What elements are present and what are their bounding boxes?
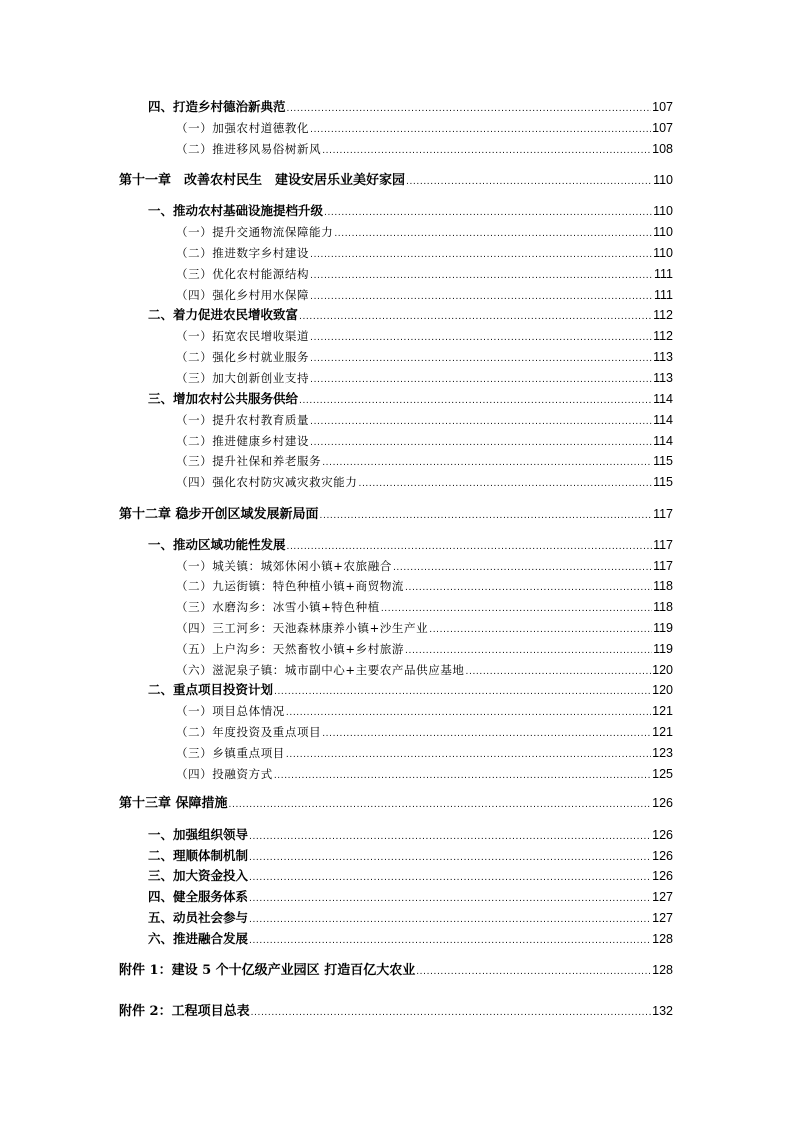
dot-leader: [249, 828, 651, 846]
toc-entry-page: 115: [653, 454, 673, 468]
toc-entry-page: 107: [652, 100, 673, 114]
toc-entry-page: 126: [652, 849, 673, 863]
toc-entry-title: （一）项目总体情况: [176, 704, 285, 718]
dot-leader: [249, 869, 651, 887]
toc-entry-page: 123: [652, 746, 673, 760]
toc-entry-title: （二）推进数字乡村建设: [176, 246, 310, 260]
toc-entry[interactable]: [176, 577, 673, 595]
toc-entry[interactable]: [148, 98, 673, 116]
toc-entry[interactable]: [119, 171, 673, 189]
toc-entry[interactable]: [176, 140, 673, 158]
toc-entry[interactable]: [176, 348, 673, 366]
toc-entry-title: （三）加大创新创业支持: [176, 371, 310, 385]
toc-entry-page: 125: [652, 767, 673, 781]
toc-entry-page: 120: [652, 663, 673, 677]
toc-entry-title: 第十二章 稳步开创区域发展新局面: [119, 507, 319, 522]
toc-entry-page: 115: [653, 475, 673, 489]
toc-entry-title: （一）提升交通物流保障能力: [176, 225, 334, 239]
toc-entry[interactable]: [148, 390, 673, 408]
toc-entry-title: （六）滋泥泉子镇：城市副中心+主要农产品供应基地: [176, 663, 465, 677]
toc-entry-title: （一）提升农村教育质量: [176, 413, 310, 427]
toc-entry-title: （二）年度投资及重点项目: [176, 725, 322, 739]
toc-entry-page: 117: [653, 507, 673, 521]
toc-entry[interactable]: [176, 432, 673, 450]
toc-entry-page: 117: [653, 559, 673, 573]
toc-entry-title: 附件 1：建设 5 个十亿级产业园区 打造百亿大农业: [119, 963, 416, 978]
toc-entry[interactable]: [176, 327, 673, 345]
toc-entry-page: 120: [652, 683, 673, 697]
toc-entry[interactable]: [176, 265, 673, 283]
toc-entry-page: 113: [653, 350, 673, 364]
toc-entry-page: 127: [652, 911, 673, 925]
dot-leader: [310, 371, 652, 389]
toc-entry-title: 第十一章 改善农村民生 建设安居乐业美好家园: [119, 173, 406, 188]
toc-entry[interactable]: [119, 794, 673, 812]
toc-entry[interactable]: [148, 888, 673, 906]
toc-entry[interactable]: [176, 244, 673, 262]
dot-leader: [393, 559, 652, 577]
toc-entry-page: 121: [652, 704, 673, 718]
toc-entry-title: （四）强化农村防灾减灾救灾能力: [176, 475, 358, 489]
toc-entry-page: 128: [652, 963, 673, 977]
toc-entry-title: 四、打造乡村德治新典范: [148, 99, 286, 114]
toc-entry[interactable]: [148, 867, 673, 885]
toc-entry[interactable]: [176, 619, 673, 637]
toc-entry[interactable]: [176, 640, 673, 658]
toc-entry[interactable]: [176, 452, 673, 470]
toc-entry[interactable]: [176, 369, 673, 387]
toc-entry[interactable]: [148, 202, 673, 220]
dot-leader: [249, 911, 651, 929]
toc-entry-title: （三）优化农村能源结构: [176, 267, 310, 281]
dot-leader: [381, 600, 652, 618]
toc-entry-title: 第十三章 保障措施: [119, 796, 228, 811]
toc-entry[interactable]: [148, 909, 673, 927]
dot-leader: [287, 538, 653, 556]
toc-entry-page: 112: [653, 329, 673, 343]
toc-entry-page: 126: [652, 869, 673, 883]
toc-entry-title: （四）强化乡村用水保障: [176, 288, 310, 302]
toc-entry-page: 127: [652, 890, 673, 904]
dot-leader: [229, 796, 652, 814]
toc-entry[interactable]: [119, 1002, 673, 1020]
toc-entry-title: 二、理顺体制机制: [148, 848, 249, 863]
dot-leader: [274, 683, 651, 701]
toc-entry-page: 111: [653, 267, 673, 281]
dot-leader: [310, 413, 652, 431]
toc-entry-title: （四）三工河乡：天池森林康养小镇+沙生产业: [176, 621, 429, 635]
toc-entry[interactable]: [148, 826, 673, 844]
toc-entry-page: 110: [653, 204, 673, 218]
toc-entry-page: 112: [653, 308, 673, 322]
toc-entry[interactable]: [148, 306, 673, 324]
dot-leader: [322, 142, 651, 160]
dot-leader: [249, 890, 651, 908]
dot-leader: [405, 579, 652, 597]
dot-leader: [249, 849, 651, 867]
toc-entry-title: （二）强化乡村就业服务: [176, 350, 310, 364]
toc-entry-page: 126: [652, 828, 673, 842]
dot-leader: [320, 507, 653, 525]
toc-entry[interactable]: [176, 702, 673, 720]
toc-entry-title: （五）上户沟乡：天然畜牧小镇+乡村旅游: [176, 642, 405, 656]
toc-entry-page: 110: [653, 173, 673, 187]
dot-leader: [334, 225, 652, 243]
toc-entry-title: （一）拓宽农民增收渠道: [176, 329, 310, 343]
toc-entry[interactable]: [176, 223, 673, 241]
toc-entry-title: 五、动员社会参与: [148, 910, 249, 925]
dot-leader: [310, 434, 652, 452]
toc-entry-title: （一）加强农村道德教化: [176, 121, 310, 135]
toc-entry-page: 110: [653, 225, 673, 239]
toc-entry-title: 六、推进融合发展: [148, 931, 249, 946]
toc-entry[interactable]: [176, 723, 673, 741]
dot-leader: [405, 642, 652, 660]
toc-entry[interactable]: [176, 286, 673, 304]
toc-entry-title: （三）乡镇重点项目: [176, 746, 285, 760]
toc-entry-page: 119: [653, 642, 673, 656]
dot-leader: [310, 288, 653, 306]
toc-entry-page: 108: [652, 142, 673, 156]
toc-entry[interactable]: [176, 473, 673, 491]
toc-entry[interactable]: [176, 557, 673, 575]
dot-leader: [310, 246, 652, 264]
toc-entry-title: 一、推动农村基础设施提档升级: [148, 203, 324, 218]
toc-entry[interactable]: [119, 505, 673, 523]
toc-entry-page: 111: [653, 288, 673, 302]
toc-entry-title: 三、增加农村公共服务供给: [148, 391, 299, 406]
dot-leader: [274, 767, 651, 785]
dot-leader: [287, 100, 652, 118]
toc-entry-page: 114: [653, 434, 673, 448]
toc-entry-title: 二、着力促进农民增收致富: [148, 307, 299, 322]
toc-entry-page: 126: [652, 796, 673, 810]
toc-entry-title: （一）城关镇：城郊休闲小镇+农旅融合: [176, 559, 392, 573]
dot-leader: [299, 392, 652, 410]
dot-leader: [310, 350, 652, 368]
dot-leader: [310, 121, 651, 139]
toc-entry-title: 四、健全服务体系: [148, 889, 249, 904]
toc-entry[interactable]: [148, 536, 673, 554]
toc-entry-page: 117: [653, 538, 673, 552]
toc-entry-page: 110: [653, 246, 673, 260]
dot-leader: [299, 308, 652, 326]
toc-entry-page: 118: [653, 600, 673, 614]
dot-leader: [359, 475, 653, 493]
toc-entry-title: 一、加强组织领导: [148, 827, 249, 842]
toc-entry-title: 二、重点项目投资计划: [148, 682, 274, 697]
dot-leader: [310, 267, 653, 285]
toc-entry-title: （二）推进健康乡村建设: [176, 434, 310, 448]
toc-entry[interactable]: [148, 847, 673, 865]
dot-leader: [322, 454, 652, 472]
toc-entry-page: 121: [652, 725, 673, 739]
dot-leader: [286, 704, 651, 722]
toc-entry[interactable]: [176, 598, 673, 616]
dot-leader: [310, 329, 652, 347]
dot-leader: [249, 932, 651, 950]
toc-entry-page: 113: [653, 371, 673, 385]
toc-entry-title: （二）九运街镇：特色种植小镇+商贸物流: [176, 579, 405, 593]
toc-entry-title: 附件 2：工程项目总表: [119, 1004, 250, 1019]
dot-leader: [286, 746, 651, 764]
toc-entry[interactable]: [176, 411, 673, 429]
toc-entry-page: 114: [653, 413, 673, 427]
dot-leader: [466, 663, 652, 681]
toc-entry-page: 132: [652, 1004, 673, 1018]
dot-leader: [429, 621, 652, 639]
toc-entry[interactable]: [176, 119, 673, 137]
toc-entry-title: （三）提升社保和养老服务: [176, 454, 322, 468]
dot-leader: [416, 963, 651, 981]
toc-entry-title: （三）水磨沟乡：冰雪小镇+特色种植: [176, 600, 380, 614]
dot-leader: [406, 173, 652, 191]
dot-leader: [322, 725, 651, 743]
toc-entry[interactable]: [148, 681, 673, 699]
toc-entry[interactable]: [176, 765, 673, 783]
toc-entry-page: 107: [652, 121, 673, 135]
toc-entry[interactable]: [119, 961, 673, 979]
toc-entry[interactable]: [176, 744, 673, 762]
toc-entry-title: 三、加大资金投入: [148, 868, 249, 883]
toc-entry-title: 一、推动区域功能性发展: [148, 537, 286, 552]
dot-leader: [251, 1004, 652, 1022]
toc-entry-title: （二）推进移风易俗树新风: [176, 142, 322, 156]
toc-entry-page: 119: [653, 621, 673, 635]
toc-entry[interactable]: [176, 661, 673, 679]
toc-entry-title: （四）投融资方式: [176, 767, 273, 781]
toc-entry-page: 128: [652, 932, 673, 946]
toc-entry[interactable]: [148, 930, 673, 948]
toc-entry-page: 118: [653, 579, 673, 593]
toc-entry-page: 114: [653, 392, 673, 406]
dot-leader: [324, 204, 652, 222]
